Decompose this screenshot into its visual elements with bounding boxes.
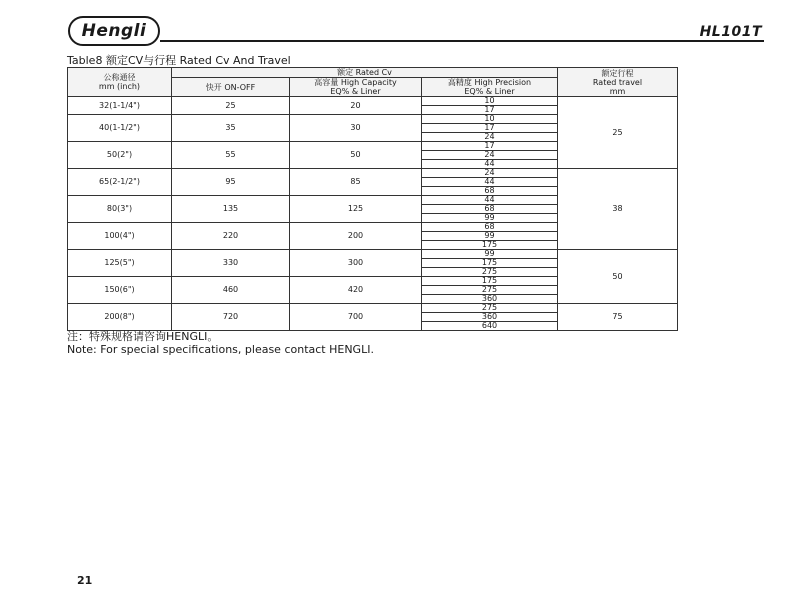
cell-high-capacity: 50	[290, 142, 422, 169]
note-chinese: 注：特殊规格请咨询HENGLI。	[67, 330, 219, 343]
cell-high-precision: 99	[422, 232, 558, 241]
cell-high-precision: 24	[422, 169, 558, 178]
cell-high-precision: 68	[422, 205, 558, 214]
cell-size: 100(4")	[68, 223, 172, 250]
table-row	[68, 250, 678, 259]
header-nominal-en: mm (inch)	[98, 82, 141, 91]
cell-size: 40(1-1/2")	[68, 115, 172, 142]
cell-on-off: 330	[172, 250, 290, 277]
cell-high-capacity: 125	[290, 196, 422, 223]
table-row	[68, 97, 678, 106]
cell-high-capacity: 30	[290, 115, 422, 142]
cell-rated-travel: 38	[558, 169, 678, 250]
header-rated-travel	[558, 68, 678, 97]
cell-rated-travel: 75	[558, 304, 678, 331]
cell-high-precision: 10	[422, 97, 558, 106]
cell-high-precision: 275	[422, 268, 558, 277]
cell-on-off: 25	[172, 97, 290, 115]
table-row	[68, 169, 678, 178]
cell-size: 125(5")	[68, 250, 172, 277]
cell-high-precision: 24	[422, 151, 558, 160]
page-number: 21	[77, 574, 93, 587]
cell-on-off: 220	[172, 223, 290, 250]
cell-rated-travel: 25	[558, 97, 678, 169]
cell-high-precision: 175	[422, 259, 558, 268]
rated-cv-travel-table	[67, 67, 678, 331]
hengli-logo	[68, 16, 160, 46]
cell-high-precision: 360	[422, 313, 558, 322]
cell-size: 80(3")	[68, 196, 172, 223]
cell-high-precision: 24	[422, 133, 558, 142]
cell-high-precision: 17	[422, 124, 558, 133]
cell-high-precision: 360	[422, 295, 558, 304]
cell-on-off: 460	[172, 277, 290, 304]
cell-high-precision: 99	[422, 250, 558, 259]
header-high-precision-title: 高精度 High Precision	[447, 78, 532, 87]
header-on-off: 快开 ON-OFF	[172, 78, 290, 97]
cell-size: 65(2-1/2")	[68, 169, 172, 196]
header-high-capacity	[290, 78, 422, 97]
cell-size: 32(1-1/4")	[68, 97, 172, 115]
cell-high-precision: 275	[422, 286, 558, 295]
header-travel-en: Rated travel	[592, 77, 643, 87]
cell-high-capacity: 700	[290, 304, 422, 331]
cell-high-capacity: 85	[290, 169, 422, 196]
cell-on-off: 55	[172, 142, 290, 169]
cell-on-off: 135	[172, 196, 290, 223]
header-nominal-cn: 公称通径	[103, 73, 136, 82]
cell-high-precision: 44	[422, 160, 558, 169]
header-rated-cv: 额定 Rated Cv	[172, 68, 558, 78]
header-travel-unit: mm	[609, 86, 626, 96]
cell-high-precision: 68	[422, 187, 558, 196]
cell-high-precision: 275	[422, 304, 558, 313]
document-code: HL101T	[699, 24, 762, 40]
cell-high-precision: 44	[422, 196, 558, 205]
cell-high-precision: 17	[422, 106, 558, 115]
cell-on-off: 35	[172, 115, 290, 142]
cell-high-capacity: 200	[290, 223, 422, 250]
cell-high-precision: 640	[422, 322, 558, 331]
table-title: Table8 额定CV与行程 Rated Cv And Travel	[67, 54, 291, 67]
cell-high-precision: 44	[422, 178, 558, 187]
cell-rated-travel: 50	[558, 250, 678, 304]
header-high-precision-sub: EQ% & Liner	[464, 87, 515, 96]
cell-high-precision: 175	[422, 277, 558, 286]
cell-high-precision: 10	[422, 115, 558, 124]
header-high-precision	[422, 78, 558, 97]
cell-high-precision: 99	[422, 214, 558, 223]
table-row	[68, 304, 678, 313]
cell-high-precision: 175	[422, 241, 558, 250]
header-nominal-size	[68, 68, 172, 97]
notes	[67, 330, 374, 356]
cell-size: 200(8")	[68, 304, 172, 331]
cell-high-precision: 17	[422, 142, 558, 151]
cell-size: 150(6")	[68, 277, 172, 304]
cell-high-capacity: 420	[290, 277, 422, 304]
header-rule	[160, 40, 764, 42]
header-high-capacity-title: 高容量 High Capacity	[314, 78, 397, 87]
table-body	[68, 97, 678, 331]
cell-high-capacity: 300	[290, 250, 422, 277]
header-high-capacity-sub: EQ% & Liner	[330, 87, 381, 96]
logo-text: Hengli	[81, 21, 147, 41]
cell-high-precision: 68	[422, 223, 558, 232]
header-travel-cn: 额定行程	[601, 68, 634, 78]
cell-on-off: 720	[172, 304, 290, 331]
cell-size: 50(2")	[68, 142, 172, 169]
note-english: Note: For special specifications, please contact HENGLI.	[67, 343, 374, 356]
cell-on-off: 95	[172, 169, 290, 196]
cell-high-capacity: 20	[290, 97, 422, 115]
